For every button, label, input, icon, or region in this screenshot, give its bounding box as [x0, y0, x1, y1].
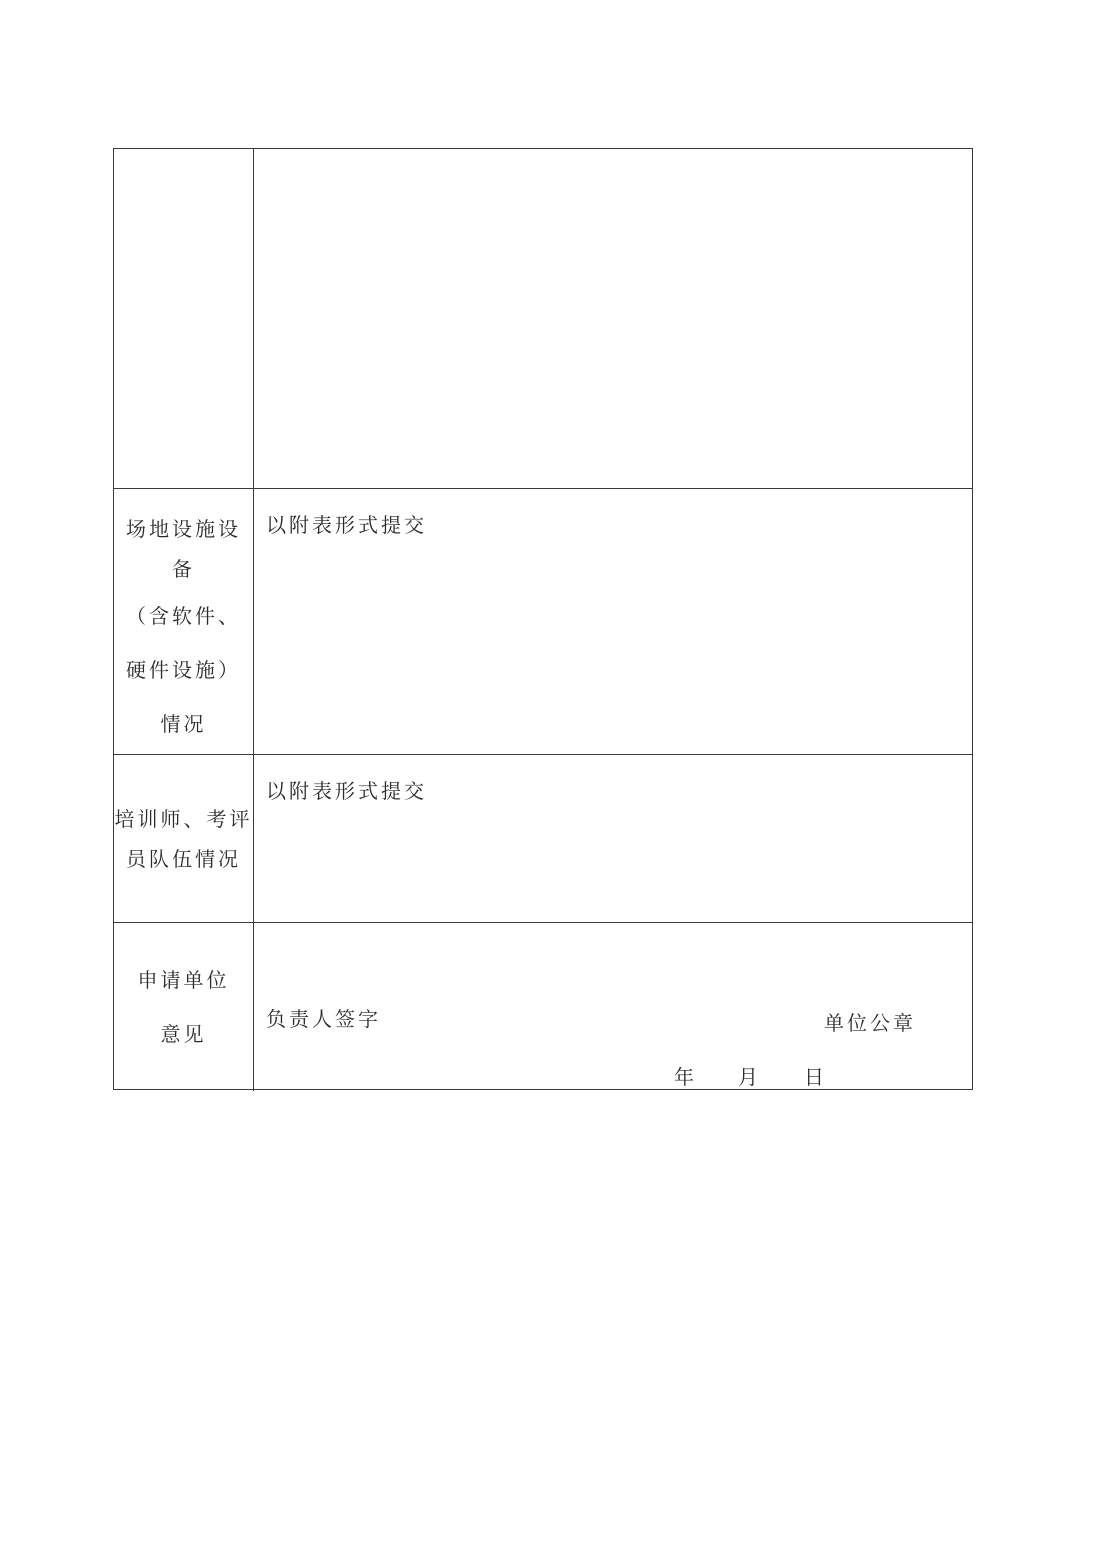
trainers-content-cell[interactable]	[254, 755, 972, 922]
facilities-submit-note: 以附表形式提交	[266, 513, 427, 537]
row-label-cell	[114, 149, 254, 488]
facilities-label-line: （含软件、	[126, 604, 241, 628]
facilities-content-cell[interactable]	[254, 489, 972, 754]
facilities-label-line: 情况	[160, 712, 207, 736]
row-content-cell	[254, 149, 972, 488]
date-day-label: 日	[804, 1065, 824, 1089]
application-form-table	[113, 148, 973, 1090]
table-row-trainers	[114, 755, 972, 923]
trainers-submit-note: 以附表形式提交	[266, 779, 427, 803]
date-month-label: 月	[738, 1065, 758, 1089]
applicant-opinion-label-line: 意见	[160, 1022, 207, 1046]
responsible-person-signature-label: 负责人签字	[266, 1007, 381, 1031]
facilities-label-line: 场地设施设	[126, 517, 241, 541]
table-row	[114, 149, 972, 489]
trainers-label-line: 培训师、考评	[114, 806, 253, 831]
date-year-label: 年	[674, 1065, 694, 1089]
applicant-opinion-label-cell	[114, 923, 254, 1091]
unit-seal-label: 单位公章	[824, 1011, 916, 1035]
table-row-facilities	[114, 489, 972, 755]
table-row-applicant-opinion	[114, 923, 972, 1091]
trainers-label-line: 员队伍情况	[126, 846, 241, 871]
facilities-label-line: 硬件设施）	[126, 658, 241, 682]
trainers-label-cell	[114, 755, 254, 922]
applicant-opinion-label-line: 申请单位	[137, 968, 230, 992]
facilities-label-line: 备	[172, 557, 195, 581]
applicant-opinion-content-cell[interactable]	[254, 923, 972, 1091]
facilities-label-cell	[114, 489, 254, 754]
